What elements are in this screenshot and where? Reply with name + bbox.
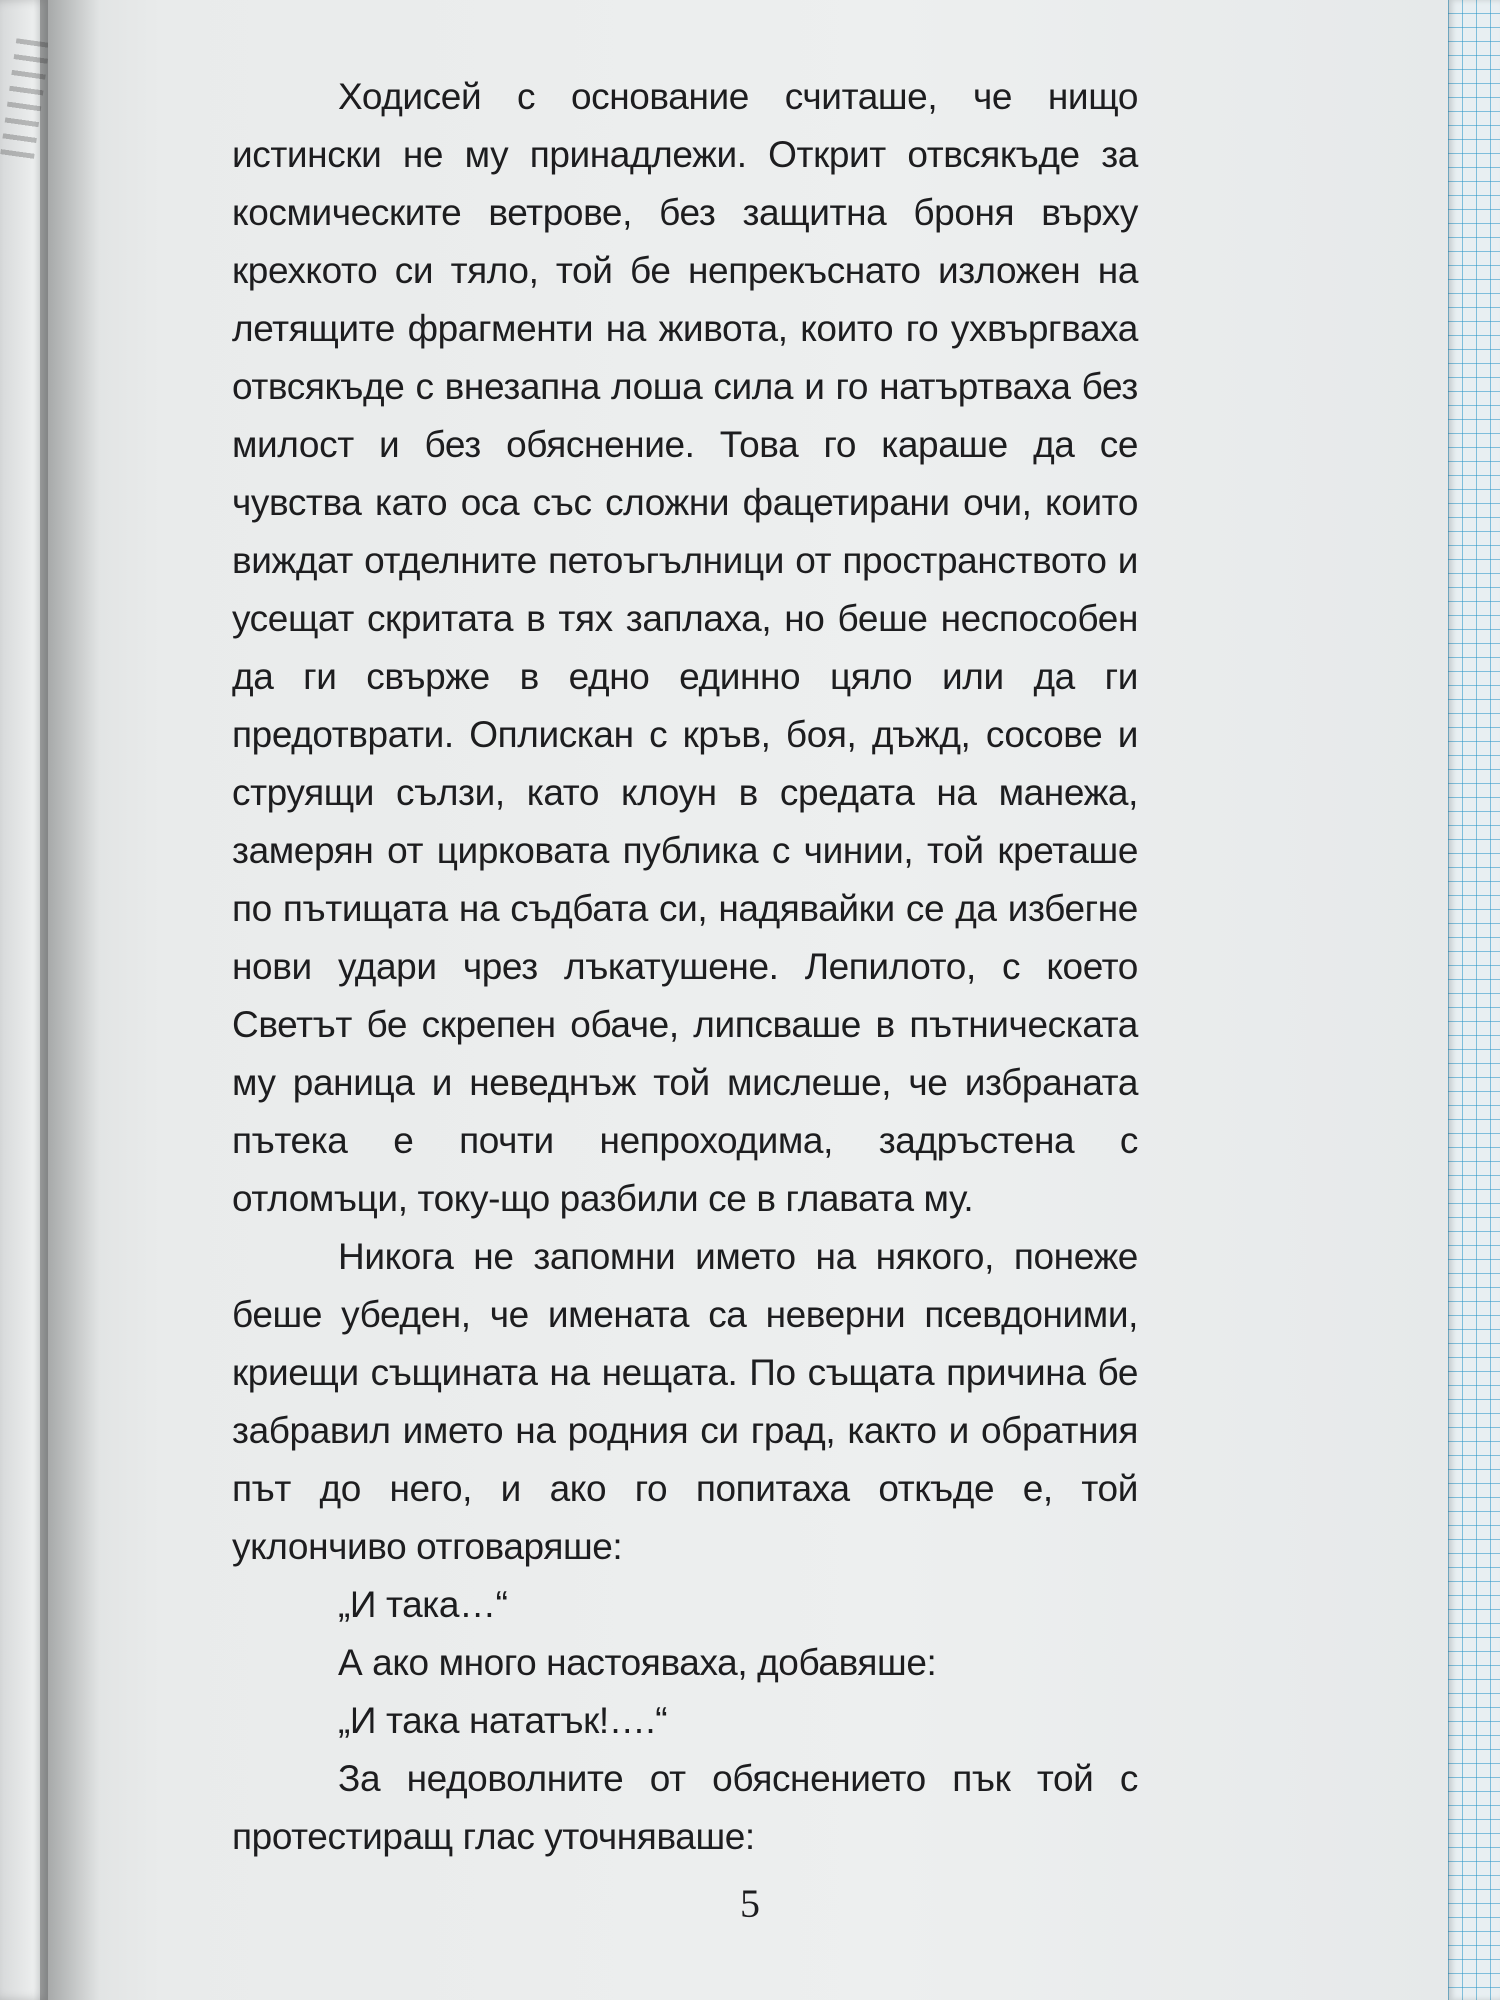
paragraph-2: Никога не запомни името на някого, понеже беше убеден, че имената са неверни псевдоними, криещи същината на нещата. По същата причина бе забравил името на родния си град, както и обратния път до него, и ако го попитаха откъде е, той уклончиво отговаряше: <box>232 1236 1138 1567</box>
page-gutter-shadow <box>40 0 100 2000</box>
page-text <box>232 68 1138 1866</box>
graph-paper-edge <box>1448 0 1500 2000</box>
page-number: 5 <box>740 1881 760 1926</box>
paragraph-6: За недоволните от обяснението пък той с протестиращ глас уточняваше: <box>232 1758 1138 1857</box>
paragraph-3: „И така…“ <box>338 1584 508 1625</box>
paragraph-4: А ако много настояваха, добавяше: <box>338 1642 937 1683</box>
paragraph-5: „И така нататък!….“ <box>338 1700 668 1741</box>
paragraph-1: Ходисей с основание считаше, че нищо истински не му принадлежи. Открит отвсякъде за космическите ветрове, без защитна броня върху крехкото си тяло, той бе непрекъснато изложен на летящите фрагменти на живота, които го ухвъргваха отвсякъде с внезапна лоша сила и го натъртваха без милост и без обяснение. Това го караше да се чувства като оса със сложни фацетирани очи, които виждат отделните петоъгълници от пространството и усещат скритата в тях заплаха, но беше неспособен да ги свърже в едно единно цяло или да ги предотврати. Оплискан с кръв, боя, дъжд, сосове и струящи сълзи, като клоун в средата на манежа, замерян от цирковата публика с чинии, той креташе по пътищата на съдбата си, надявайки се да избегне нови удари чрез лъкатушене. Лепилото, с което Светът бе скрепен обаче, липсваше в пътническата му раница и неведнъж той мислеше, че избраната пътека е почти непроходима, задръстена с отломъци, току-що разбили се в главата му. <box>232 76 1138 1219</box>
